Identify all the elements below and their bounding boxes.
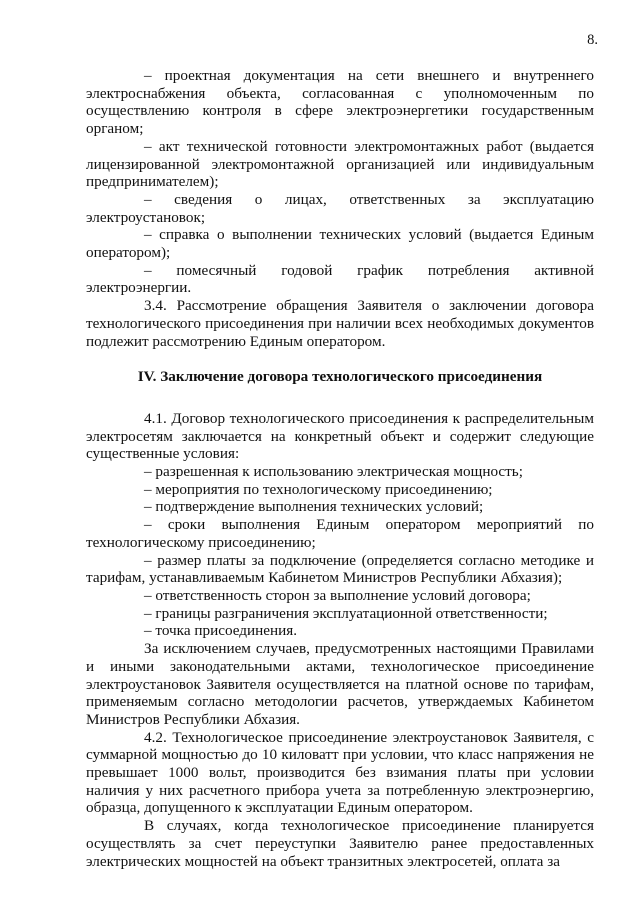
paragraph: 3.4. Рассмотрение обращения Заявителя о заключении договора технологического присоединения при наличии всех необходимых документов подлежит рассмотрению Единым оператором. [86,297,594,350]
paragraph: – сведения о лицах, ответственных за эксплуатацию электроустановок; [86,190,594,226]
paragraph: 4.1. Договор технологического присоединения к распределительным электросетям заключается на конкретный объект и содержит следующие существенные условия: [86,409,594,463]
list-item: – разрешенная к использованию электрическая мощность; [144,463,523,481]
paragraph: – проектная документация на сети внешнего и внутреннего электроснабжения объекта, согласованная с уполномоченным по осуществлению контроля в сфере электроэнергетики государственным органом; [86,67,594,138]
list-item: – границы разграничения эксплуатационной ответственности; [144,604,548,622]
paragraph: За исключением случаев, предусмотренных настоящими Правилами и иными законодательными актами, технологическое присоединение электроустановок Заявителя осуществляется на платной основе по тарифам, применяемым согласно методологии расчетов, утверждаемых Кабинетом Министров Республики Абхазия. [86,640,594,728]
section-heading: IV. Заключение договора технологического присоединения [137,368,543,386]
list-item: – подтверждение выполнения технических условий; [144,498,484,516]
paragraph: – справка о выполнении технических условий (выдается Единым оператором); [86,226,594,262]
list-item: – сроки выполнения Единым оператором мероприятий по технологическому присоединению; [86,516,594,551]
list-item: – мероприятия по технологическому присоединению; [144,480,493,498]
paragraph: – акт технической готовности электромонтажных работ (выдается лицензированной электромонтажной организацией или индивидуальным предпринимателем); [86,137,594,191]
paragraph: В случаях, когда технологическое присоединение планируется осуществлять за счет переуступки Заявителю ранее предоставленных электрических мощностей на объект транзитных электросетей, оплата за [86,817,594,870]
list-item: – точка присоединения. [144,622,298,640]
document-body [86,67,594,870]
paragraph: 4.2. Технологическое присоединение электроустановок Заявителя, с суммарной мощностью до 10 киловатт при условии, что класс напряжения не превышает 1000 вольт, производится без взимания платы при условии наличия у них расчетного прибора учета за потребленную электроэнергию, образца, допущенного к эксплуатации Единым оператором. [86,728,594,817]
list-item: – размер платы за подключение (определяется согласно методике и тарифам, устанавливаемым Кабинетом Министров Республики Абхазия); [86,551,594,587]
paragraph: – помесячный годовой график потребления активной электроэнергии. [86,261,594,297]
page-number: 8. [587,32,598,48]
list-item: – ответственность сторон за выполнение условий договора; [144,586,531,604]
